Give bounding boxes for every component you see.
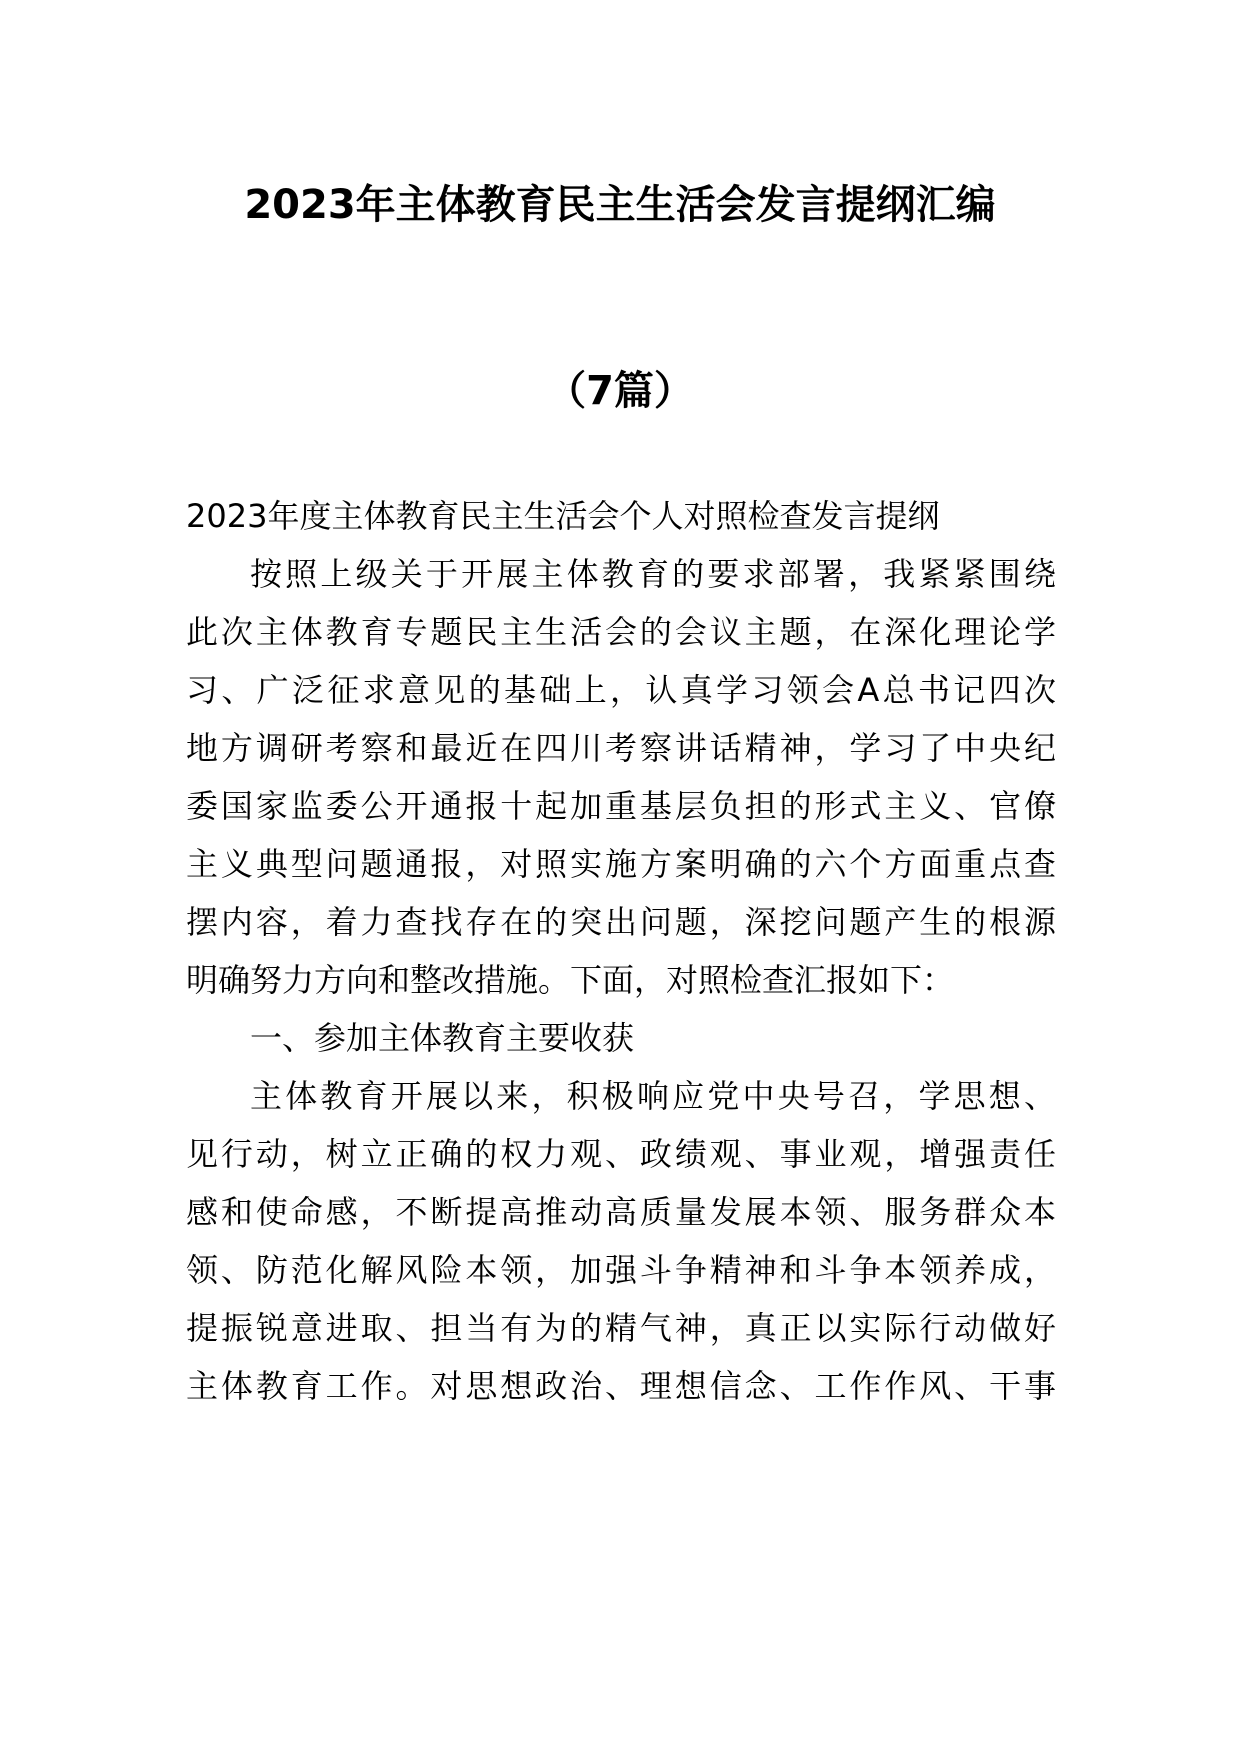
paragraph-line: 摆内容，着力查找存在的突出问题，深挖问题产生的根源 [186, 903, 1056, 941]
paragraph-line: 明确努力方向和整改措施。下面，对照检查汇报如下： [186, 961, 955, 999]
paragraph-line: 主体教育工作。对思想政治、理想信念、工作作风、干事 [186, 1367, 1056, 1405]
paragraph-line: 感和使命感，不断提高推动高质量发展本领、服务群众本 [186, 1193, 1056, 1231]
paragraph-line: 见行动，树立正确的权力观、政绩观、事业观，增强责任 [186, 1135, 1056, 1173]
paragraph-line: 习、广泛征求意见的基础上，认真学习领会A总书记四次 [186, 671, 1056, 709]
paragraph-line: 主义典型问题通报，对照实施方案明确的六个方面重点查 [186, 845, 1056, 883]
paragraph-line: 主体教育开展以来，积极响应党中央号召，学思想、 [250, 1077, 1056, 1115]
document-subtitle: （7篇） [546, 368, 694, 414]
section-title: 2023年度主体教育民主生活会个人对照检查发言提纲 [186, 497, 940, 535]
document-title: 2023年主体教育民主生活会发言提纲汇编 [244, 182, 996, 228]
paragraph-line: 地方调研考察和最近在四川考察讲话精神，学习了中央纪 [186, 729, 1056, 767]
paragraph-line: 领、防范化解风险本领，加强斗争精神和斗争本领养成， [186, 1251, 1056, 1289]
paragraph-line: 此次主体教育专题民主生活会的会议主题，在深化理论学 [186, 613, 1056, 651]
paragraph-line: 委国家监委公开通报十起加重基层负担的形式主义、官僚 [186, 787, 1056, 825]
paragraph-line: 按照上级关于开展主体教育的要求部署，我紧紧围绕 [250, 555, 1056, 593]
section-heading: 一、参加主体教育主要收获 [250, 1019, 635, 1057]
paragraph-line: 提振锐意进取、担当有为的精气神，真正以实际行动做好 [186, 1309, 1056, 1347]
